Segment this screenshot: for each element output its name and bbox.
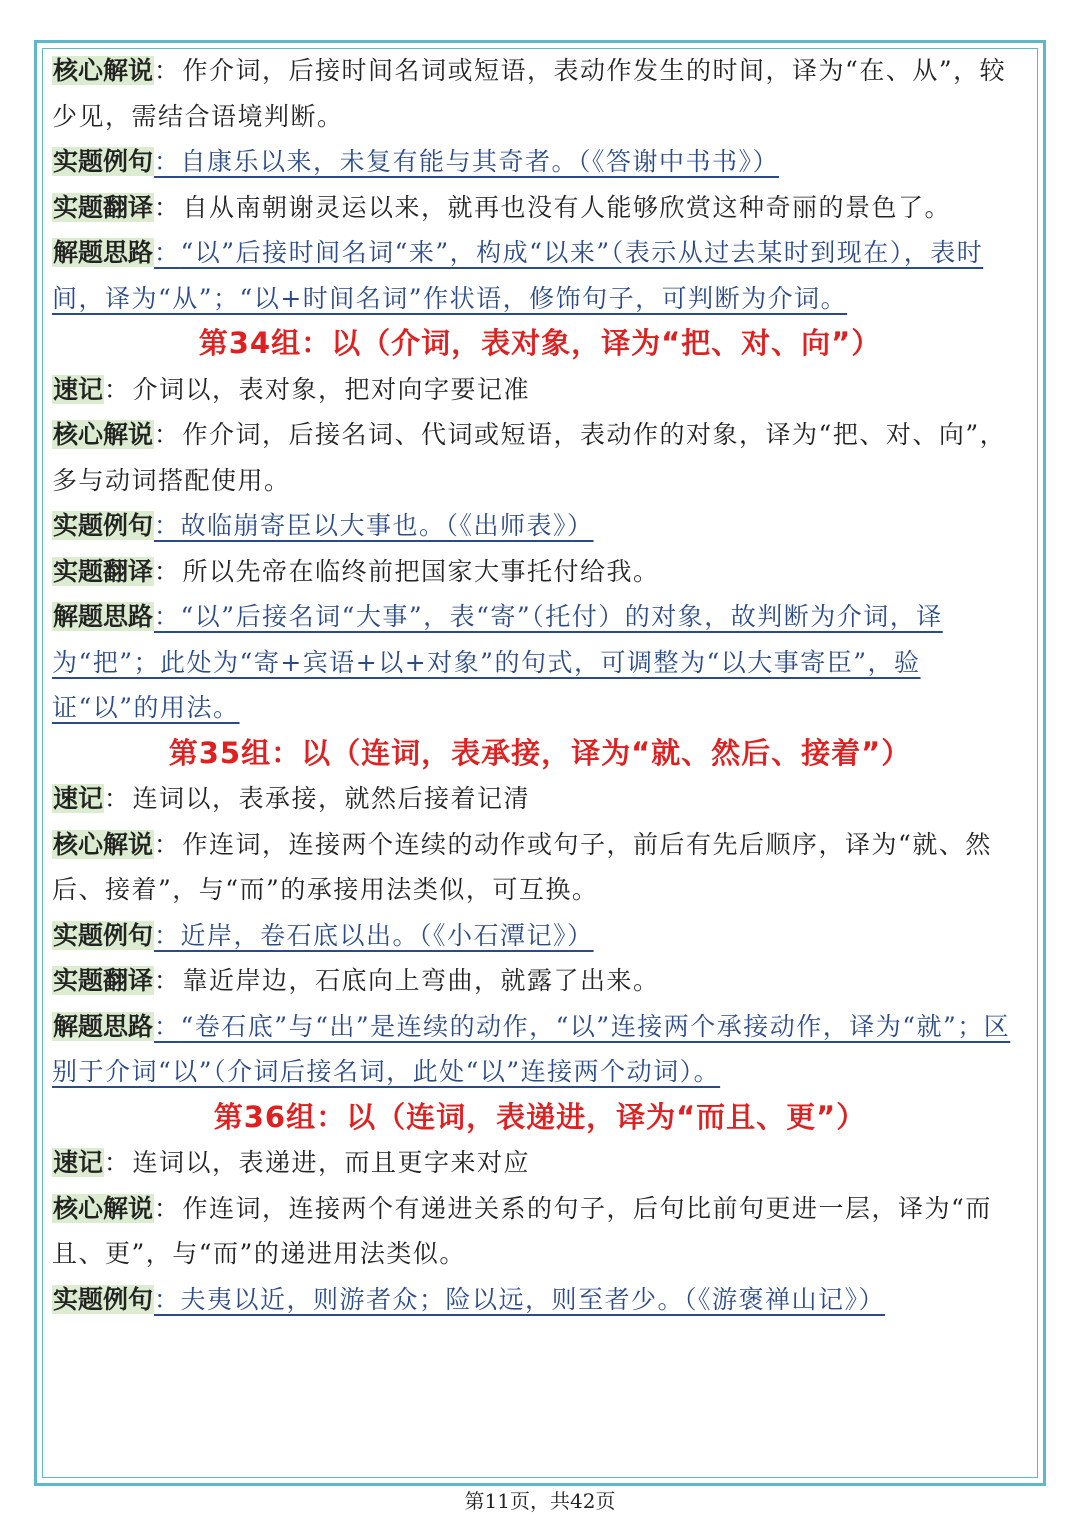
approach-label: 解题思路 [53, 602, 154, 631]
example-label: 实题例句 [53, 511, 154, 540]
group-heading-34: 第34组：以（介词，表对象，译为“把、对、向”） [198, 326, 882, 360]
translation-label: 实题翻译 [53, 966, 154, 995]
translation-text: 所以先帝在临终前把国家大事托付给我。 [182, 556, 660, 586]
core-text: 作介词，后接名词、代词或短语，表动作的对象，译为“把、对、向”，多与动词搭配使用。 [52, 420, 1007, 495]
approach-text: “以”后接时间名词“来”，构成“以来”（表示从过去某时到现在），表时间，译为“从”；“以+时间名词”作状语，修饰句子，可判断为介词。 [52, 238, 984, 313]
example-text: 故临崩寄臣以大事也。（《出师表》） [180, 511, 594, 540]
core-explanation: 核心解说：作介词，后接名词、代词或短语，表动作的对象，译为“把、对、向”，多与动词搭配使用。 [52, 420, 1007, 495]
core-label: 核心解说 [53, 56, 154, 85]
approach: 解题思路：“以”后接名词“大事”，表“寄”（托付）的对象，故判断为介词，译为“把”；此处为“寄+宾语+以+对象”的句式，可调整为“以大事寄臣”，验证“以”的用法。 [52, 602, 943, 722]
example-text: 夫夷以近，则游者众；险以远，则至者少。（《游褒禅山记》） [180, 1284, 886, 1314]
core-text: 作介词，后接时间名词或短语，表动作发生的时间，译为“在、从”，较少见，需结合语境判断。 [52, 56, 1007, 131]
example-label: 实题例句 [53, 1284, 154, 1314]
translation-text: 自从南朝谢灵运以来，就再也没有人能够欣赏这种奇丽的景色了。 [182, 192, 952, 222]
translation: 实题翻译：所以先帝在临终前把国家大事托付给我。 [53, 556, 660, 586]
example-label: 实题例句 [53, 920, 154, 950]
approach: 解题思路：“卷石底”与“出”是连续的动作，“以”连接两个承接动作，译为“就”；区别于介词“以”（介词后接名词，此处“以”连接两个动词）。 [52, 1011, 1011, 1086]
approach-label: 解题思路 [53, 1011, 154, 1041]
example-label: 实题例句 [53, 147, 154, 176]
core-explanation: 核心解说：作连词，连接两个连续的动作或句子，前后有先后顺序，译为“就、然后、接着”，与“而”的承接用法类似，可互换。 [52, 829, 992, 904]
memo-label: 速记 [53, 784, 104, 813]
memo-text: 连词以，表递进，而且更字来对应 [132, 1148, 531, 1177]
translation: 实题翻译：靠近岸边，石底向上弯曲，就露了出来。 [53, 966, 660, 995]
memo: 速记：连词以，表承接，就然后接着记清 [53, 784, 531, 813]
memo: 速记：连词以，表递进，而且更字来对应 [53, 1148, 531, 1177]
core-explanation: 核心解说：作连词，连接两个有递进关系的句子，后句比前句更进一层，译为“而且、更”，与“而”的递进用法类似。 [52, 1193, 992, 1268]
core-text: 作连词，连接两个连续的动作或句子，前后有先后顺序，译为“就、然后、接着”，与“而”的承接用法类似，可互换。 [52, 829, 992, 904]
approach-label: 解题思路 [53, 238, 154, 267]
core-label: 核心解说 [53, 1193, 154, 1223]
memo-text: 介词以，表对象，把对向字要记准 [132, 374, 531, 404]
example-text: 自康乐以来，未复有能与其奇者。（《答谢中书书》） [180, 147, 780, 176]
page-number-footer: 第11页，共42页 [464, 1489, 616, 1513]
translation: 实题翻译：自从南朝谢灵运以来，就再也没有人能够欣赏这种奇丽的景色了。 [53, 192, 952, 222]
memo-label: 速记 [53, 374, 104, 404]
example-sentence: 实题例句：近岸，卷石底以出。（《小石潭记》） [53, 920, 594, 950]
core-label: 核心解说 [53, 829, 154, 859]
example-sentence: 实题例句：夫夷以近，则游者众；险以远，则至者少。（《游褒禅山记》） [53, 1284, 886, 1314]
translation-text: 靠近岸边，石底向上弯曲，就露了出来。 [182, 966, 660, 995]
core-text: 作连词，连接两个有递进关系的句子，后句比前句更进一层，译为“而且、更”，与“而”的递进用法类似。 [52, 1193, 992, 1268]
approach-text: “卷石底”与“出”是连续的动作，“以”连接两个承接动作，译为“就”；区别于介词“以”（介词后接名词，此处“以”连接两个动词）。 [52, 1011, 1011, 1086]
example-sentence: 实题例句：自康乐以来，未复有能与其奇者。（《答谢中书书》） [53, 147, 780, 176]
example-text: 近岸，卷石底以出。（《小石潭记》） [180, 920, 594, 950]
translation-label: 实题翻译 [53, 192, 154, 222]
group-heading-36: 第36组：以（连词，表递进，译为“而且、更”） [213, 1099, 867, 1134]
page-content [52, 48, 1028, 1322]
group-heading-35: 第35组：以（连词，表承接，译为“就、然后、接着”） [168, 735, 912, 770]
approach: 解题思路：“以”后接时间名词“来”，构成“以来”（表示从过去某时到现在），表时间，译为“从”；“以+时间名词”作状语，修饰句子，可判断为介词。 [52, 238, 984, 313]
memo-text: 连词以，表承接，就然后接着记清 [132, 784, 531, 813]
core-label: 核心解说 [53, 420, 154, 449]
translation-label: 实题翻译 [53, 556, 154, 586]
example-sentence: 实题例句：故临崩寄臣以大事也。（《出师表》） [53, 511, 594, 540]
approach-text: “以”后接名词“大事”，表“寄”（托付）的对象，故判断为介词，译为“把”；此处为“寄+宾语+以+对象”的句式，可调整为“以大事寄臣”，验证“以”的用法。 [52, 602, 943, 722]
core-explanation: 核心解说：作介词，后接时间名词或短语，表动作发生的时间，译为“在、从”，较少见，需结合语境判断。 [52, 56, 1007, 131]
memo: 速记：介词以，表对象，把对向字要记准 [53, 374, 531, 404]
memo-label: 速记 [53, 1148, 104, 1177]
